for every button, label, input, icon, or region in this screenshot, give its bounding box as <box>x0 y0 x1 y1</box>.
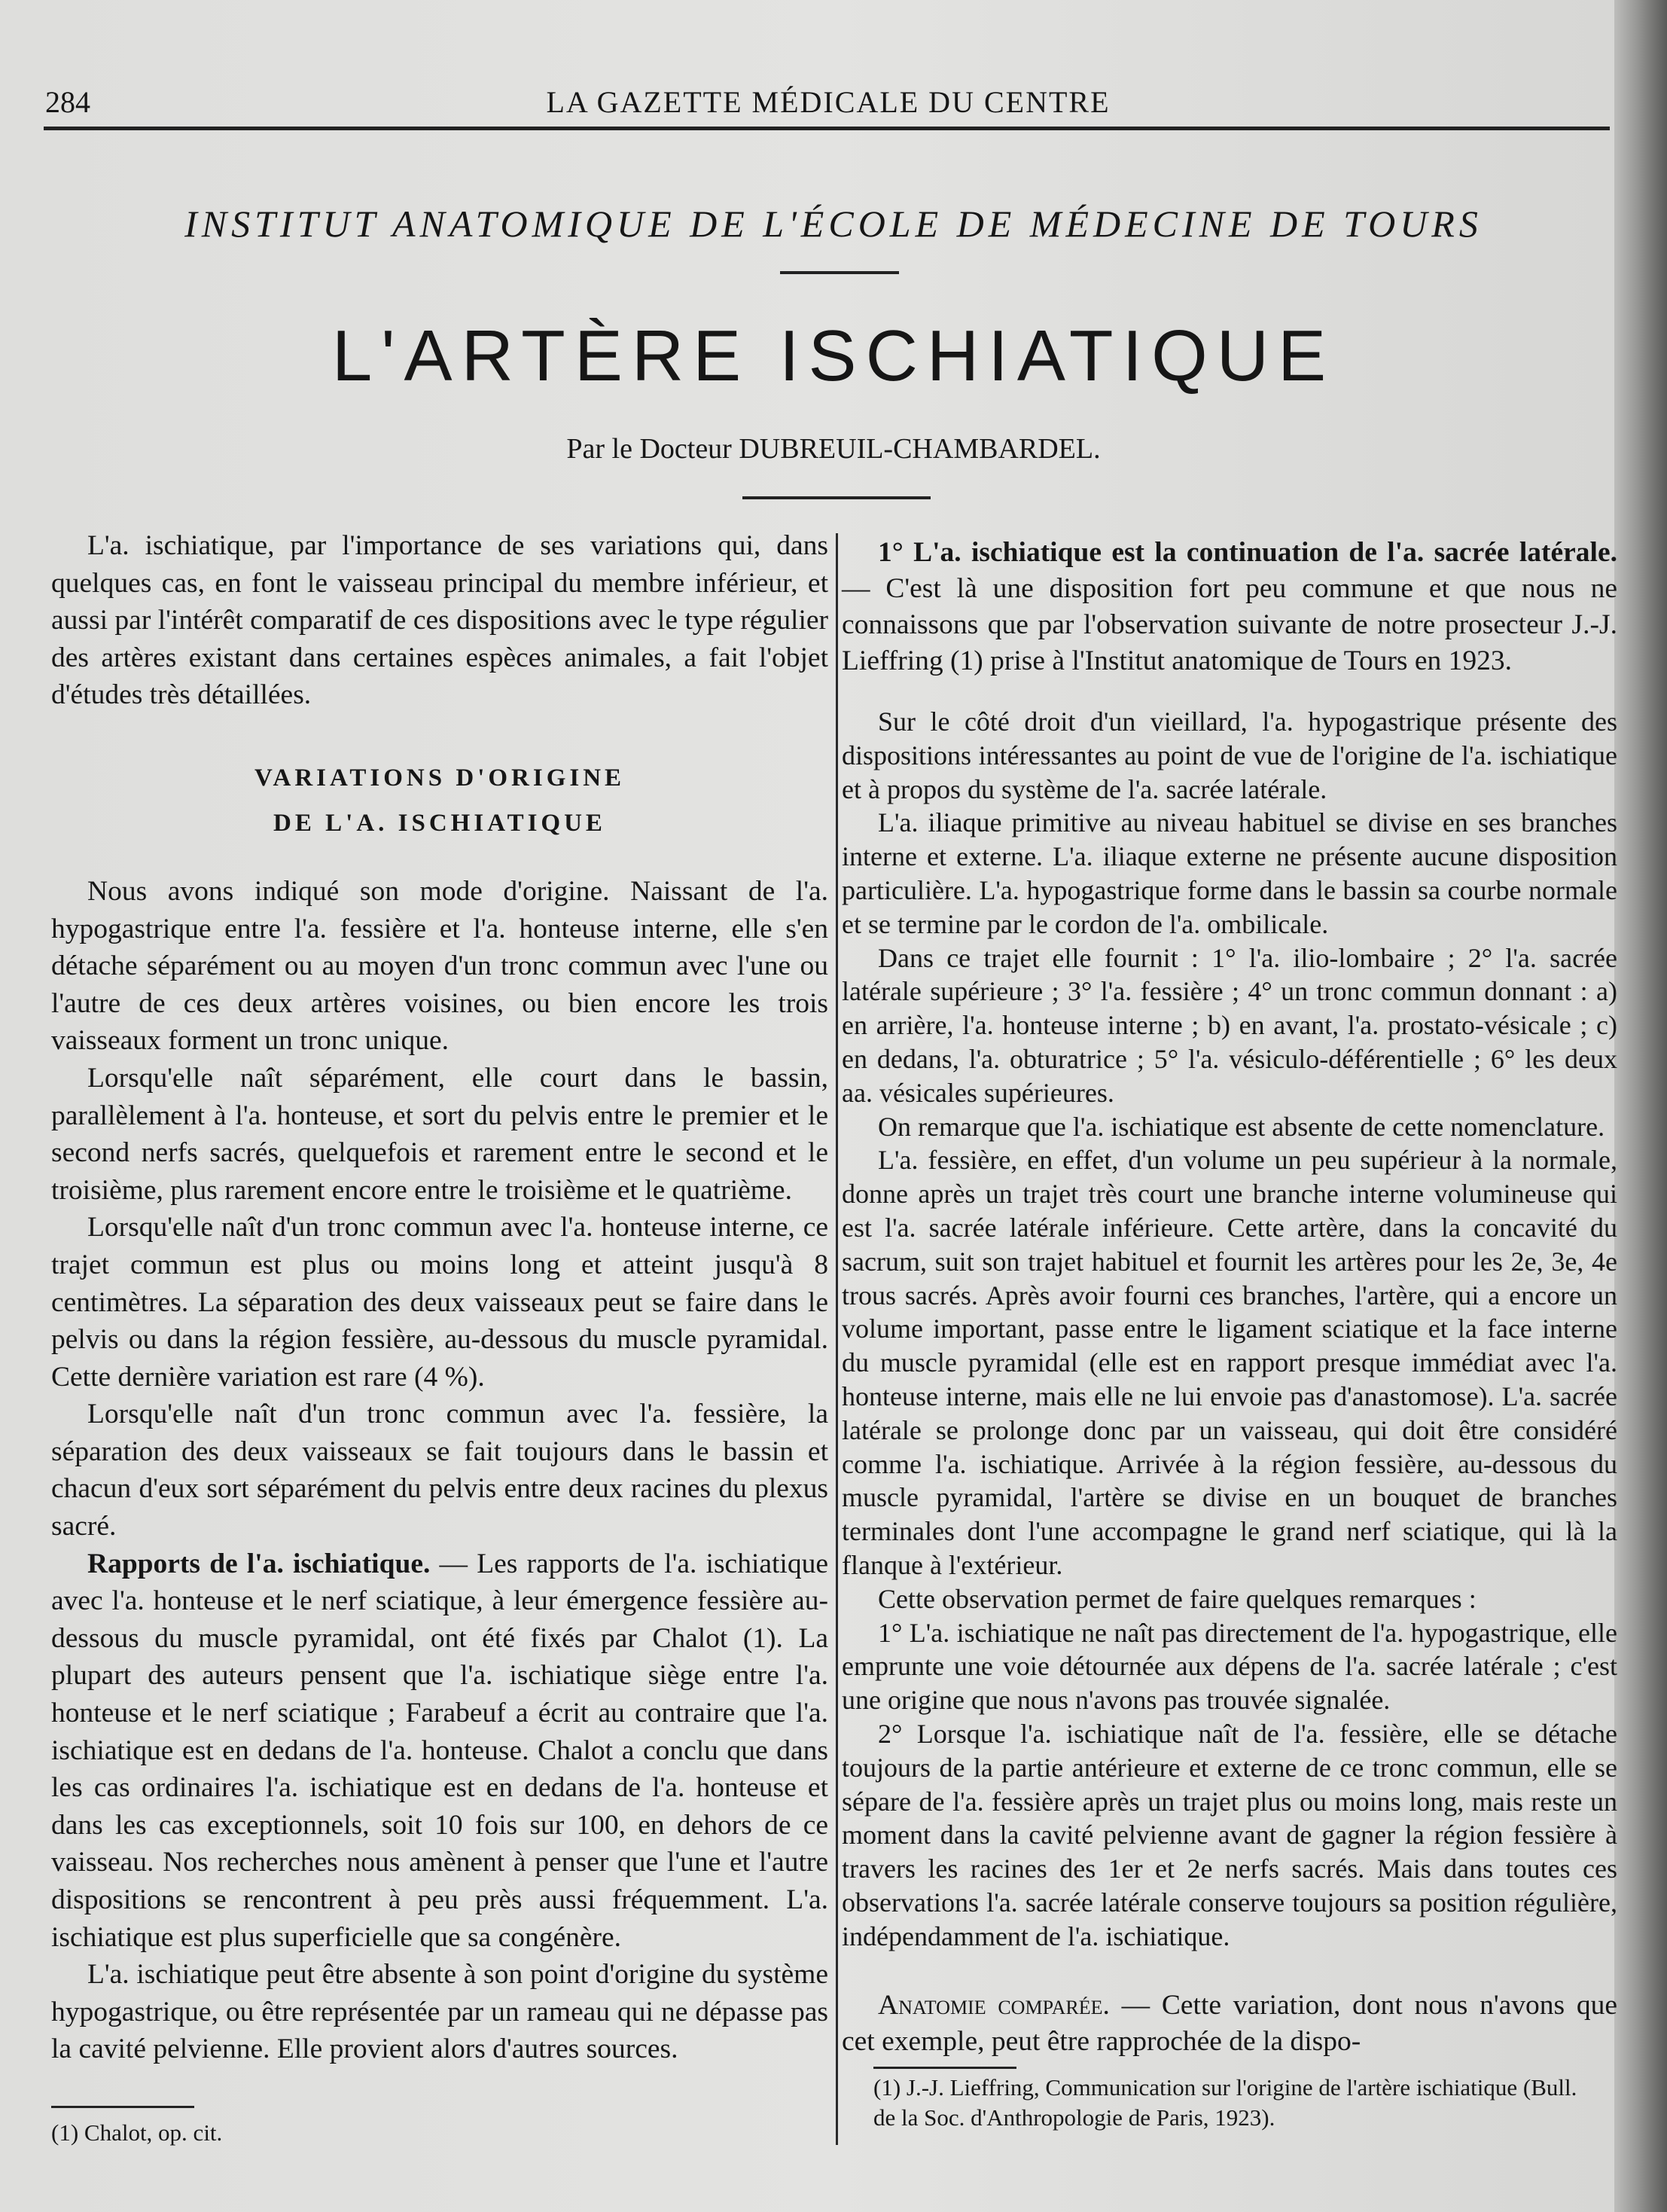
observation-paragraph: On remarque que l'a. ischiatique est absente de cette nomenclature. <box>878 1111 1605 1142</box>
observation-paragraph: Sur le côté droit d'un vieillard, l'a. hypogastrique présente des dispositions intéressantes au point de vue de l'origine de l'a. ischiatique et à propos du système de l'a. sacrée latérale. <box>842 706 1617 804</box>
observation-paragraph: 2° Lorsque l'a. ischiatique naît de l'a. fessière, elle se détache toujours de la partie antérieure et externe de ce tronc commun, elle se sépare de l'a. fessière après un trajet plus ou moins long, mais reste un moment dans la cavité pelvienne avant de gagner la région fessière à travers les racines des 1er et 2e nerfs sacrés. Mais dans toutes ces observations l'a. sacrée latérale conserve toujours sa position régulière, indépendamment de l'a. ischiatique. <box>842 1718 1617 1951</box>
footnote-rule-left <box>51 2106 194 2108</box>
paragraph-rapports <box>51 1545 828 1957</box>
section-heading <box>51 755 828 846</box>
paragraph: L'a. ischiatique peut être absente à son point d'origine du système hypogastrique, ou être représentée par un rameau qui ne dépasse pas la cavité pelvienne. Elle provient alors d'autres sources. <box>51 1959 828 2065</box>
observation-paragraph: L'a. fessière, en effet, d'un volume un peu supérieur à la normale, donne après un trajet très court une branche interne volumineuse qui est l'a. sacrée latérale inférieure. Cette artère, dans la concavité du sacrum, suit son trajet habituel et fournit les artères pour les 2e, 3e, 4e trous sacrés. Après avoir fourni ces branches, l'artère, qui a encore un volume important, passe entre le ligament sciatique et la face interne du muscle pyramidal (elle est en rapport presque immédiat avec l'a. honteuse interne, mais elle ne lui envoie pas d'anastomose). L'a. sacrée latérale se prolonge donc par un vaisseau, qui doit être considéré comme l'a. ischiatique. Arrivée à la région fessière, au-dessous du muscle pyramidal, l'artère se divise en un bouquet de branches terminales dont l'une accompagne le grand nerf sciatique, qui là la flanque à l'extérieur. <box>842 1145 1617 1580</box>
run-in-heading: 1° L'a. ischiatique est la continuation de l'a. sacrée latérale. <box>878 537 1617 568</box>
institute-heading: INSTITUT ANATOMIQUE DE L'ÉCOLE DE MÉDECINE DE TOURS <box>184 203 1483 245</box>
observation-paragraph: Dans ce trajet elle fournit : 1° l'a. ilio-lombaire ; 2° l'a. sacrée latérale supérieure ; 3° l'a. fessière ; 4° un tronc commun donnant : a) en arrière, l'a. honteuse interne ; b) en avant, l'a. prostato-vésicale ; c) en dedans, l'a. obturatrice ; 5° l'a. vésiculo-déférentielle ; 6° les deux aa. vésicales supérieures. <box>842 942 1617 1108</box>
paragraph-body: — Les rapports de l'a. ischiatique avec l'a. honteuse et le nerf sciatique, à leur émergence fessière au-dessous du muscle pyramidal, ont été fixés par Chalot (1). La plupart des auteurs pensent que l'a. ischiatique siège entre l'a. honteuse et le nerf sciatique ; Farabeuf a écrit au contraire que l'a. ischiatique est en dedans de l'a. honteuse. Chalot a conclu que dans les cas ordinaires l'a. ischiatique est en dedans de l'a. honteuse et dans les cas exceptionnels, soit 10 fois sur 100, en dehors de ce vaisseau. Nos recherches nous amènent à penser que l'une et l'autre dispositions se rencontrent à peu près aussi fréquemment. L'a. ischiatique est plus superficielle que sa congénère. <box>51 1548 828 1953</box>
observation-paragraph: Cette observation permet de faire quelques remarques : <box>878 1583 1477 1614</box>
footnote-right: (1) J.-J. Lieffring, Communication sur l'origine de l'artère ischiatique (Bull. de la Soc. d'Anthropologie de Paris, 1923). <box>873 2074 1577 2131</box>
right-column <box>842 535 1617 2085</box>
left-column <box>51 527 828 2068</box>
article-byline: Par le Docteur DUBREUIL-CHAMBARDEL. <box>566 433 1101 465</box>
observation-paragraph: L'a. iliaque primitive au niveau habituel se divise en ses branches interne et externe. L'a. iliaque externe ne présente aucune disposition particulière. L'a. hypogastrique forme dans le bassin sa courbe normale et se termine par le cordon de l'a. ombilicale. <box>842 807 1617 939</box>
header-rule <box>44 127 1610 130</box>
paragraph-body: — C'est là une disposition fort peu commune et que nous ne connaissons que par l'observation suivante de notre prosecteur J.-J. Lieffring (1) prise à l'Institut anatomique de Tours en 1923. <box>842 573 1617 676</box>
section-heading-line-1: VARIATIONS D'ORIGINE <box>254 764 626 792</box>
paragraph-body: — Cette variation, dont nous n'avons que cet exemple, peut être rapprochée de la dispo- <box>842 1990 1617 2058</box>
intro-paragraph: L'a. ischiatique, par l'importance de ses variations qui, dans quelques cas, en font le vaisseau principal du membre inférieur, et aussi par l'intérêt comparatif de ces dispositions avec le type régulier des artères existant dans certaines espèces animales, a fait l'objet d'études très détaillées. <box>51 530 828 711</box>
run-in-heading: Anatomie comparée. <box>878 1990 1110 2021</box>
run-in-heading: Rapports de l'a. ischiatique. <box>87 1548 431 1579</box>
paragraph: Lorsqu'elle naît d'un tronc commun avec l'a. honteuse interne, ce trajet commun est plus ou moins long et atteint jusqu'à 8 centimètres. La séparation des deux vaisseaux peut se faire dans le pelvis ou dans la région fessière, au-dessous du muscle pyramidal. Cette dernière variation est rare (4 %). <box>51 1212 828 1393</box>
observation-paragraph: 1° L'a. ischiatique ne naît pas directement de l'a. hypogastrique, elle emprunte une voie détournée aux dépens de l'a. sacrée latérale ; c'est une origine que nous n'avons pas trouvée signalée. <box>842 1617 1617 1716</box>
anatomie-paragraph <box>842 1988 1617 2060</box>
lead-paragraph <box>842 535 1617 679</box>
section-heading-line-2: DE L'A. ISCHIATIQUE <box>273 809 606 837</box>
title-divider-bottom <box>742 496 931 499</box>
paragraph: Nous avons indiqué son mode d'origine. Naissant de l'a. hypogastrique entre l'a. fessière et l'a. honteuse interne, elle s'en détache séparément ou au moyen d'un tronc commun avec l'une ou l'autre de ces deux artères voisines, ou bien encore les trois vaisseaux forment un tronc unique. <box>51 875 828 1057</box>
article-title: L'ARTÈRE ISCHIATIQUE <box>331 316 1336 396</box>
journal-title: LA GAZETTE MÉDICALE DU CENTRE <box>546 85 1111 119</box>
spacer <box>842 1953 1617 1988</box>
running-head <box>45 84 1611 130</box>
footnote-rule-right <box>873 2067 1016 2069</box>
column-divider <box>836 533 838 2145</box>
footnote-left: (1) Chalot, op. cit. <box>51 2119 223 2146</box>
title-divider-top <box>780 271 899 274</box>
paragraph: Lorsqu'elle naît séparément, elle court dans le bassin, parallèlement à l'a. honteuse, et sort du pelvis entre le premier et le second nerfs sacrés, quelquefois et rarement entre le second et le troisième, plus rarement encore entre le troisième et le quatrième. <box>51 1062 828 1206</box>
paragraph: Lorsqu'elle naît d'un tronc commun avec l'a. fessière, la séparation des deux vaisseaux se fait toujours dans le bassin et chacun d'eux sort séparément du pelvis entre deux racines du plexus sacré. <box>51 1399 828 1542</box>
page-number: 284 <box>45 85 90 119</box>
